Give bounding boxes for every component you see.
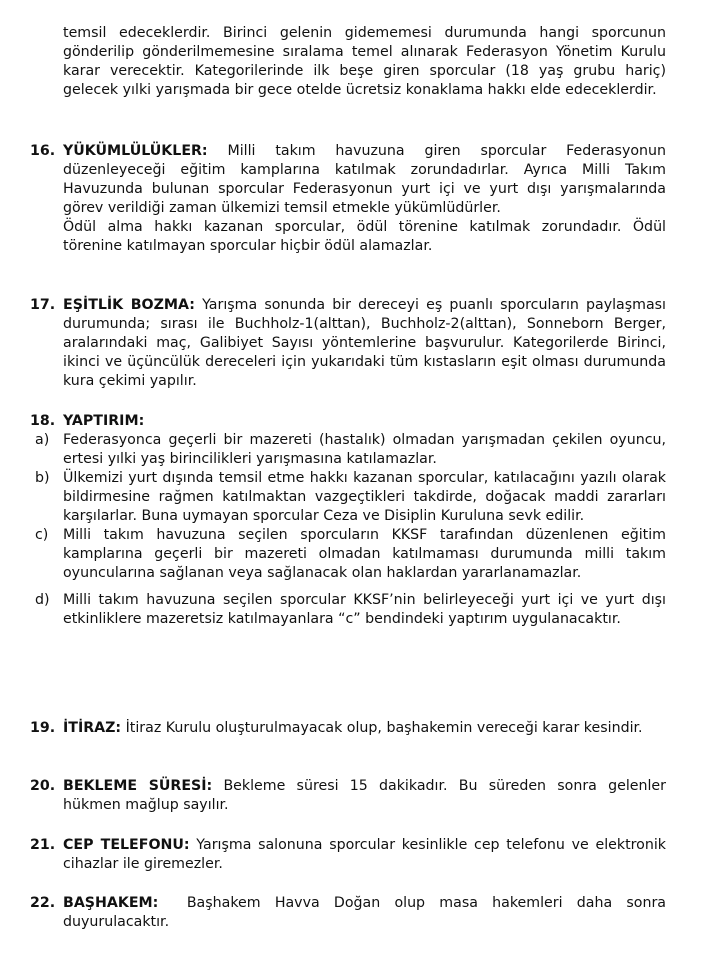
list-item-letter: b) xyxy=(35,470,50,486)
list-item-letter: c) xyxy=(35,527,49,543)
section-text-continued: Ödül alma hakkı kazanan sporcular, ödül törenine katılmak zorundadır. Ödül törenine katılmayan sporcular hiçbir ödül alamazlar. xyxy=(63,219,666,254)
section-18 xyxy=(30,412,666,629)
list-item-letter: d) xyxy=(35,592,50,608)
section-number: 20. xyxy=(30,778,56,794)
section-text: Başhakem Havva Doğan olup masa hakemleri daha sonra duyurulacaktır. xyxy=(63,895,671,930)
list-item-text: Federasyonca geçerli bir mazereti (hastalık) olmadan yarışmadan çekilen oyuncu, ertesi yılki yaş birincilikleri yarışmasına katılamazlar. xyxy=(63,432,666,467)
list-item xyxy=(30,431,666,469)
list-item xyxy=(30,591,666,629)
section-heading: BEKLEME SÜRESİ: xyxy=(63,778,213,794)
list-item-text: Milli takım havuzuna seçilen sporcuların KKSF tarafından düzenlenen eğitim kamplarına geçerli bir mazereti olmadan katılmaması durumunda milli takım oyuncularına sağlanan veya sağlanacak olan haklardan yararlanamazlar. xyxy=(63,527,666,581)
section-number: 17. xyxy=(30,297,56,313)
section-heading: CEP TELEFONU: xyxy=(63,837,190,853)
section-heading: YAPTIRIM: xyxy=(63,413,145,429)
section-number: 16. xyxy=(30,143,56,159)
section-22 xyxy=(30,894,671,932)
section-heading: BAŞHAKEM: xyxy=(63,895,159,911)
section-17 xyxy=(30,296,666,391)
section-heading: İTİRAZ: xyxy=(63,720,122,736)
section-number: 18. xyxy=(30,413,56,429)
section-number: 21. xyxy=(30,837,56,853)
section-number: 22. xyxy=(30,895,56,911)
intro-paragraph: temsil edeceklerdir. Birinci gelenin gidememesi durumunda hangi sporcunun gönderilip gönderilmemesine sıralama temel alınarak Federasyon Yönetim Kurulu karar verecektir. Kategorilerinde ilk beşe giren sporcular (18 yaş grubu hariç) gelecek yılki yarışmada bir gece otelde ücretsiz konaklama hakkı elde edeceklerdir. xyxy=(63,25,666,98)
section-text: Yarışma salonuna sporcular kesinlikle cep telefonu ve elektronik cihazlar ile giremezler. xyxy=(63,837,666,872)
section-21 xyxy=(30,836,666,874)
list-item-letter: a) xyxy=(35,432,50,448)
section-20 xyxy=(30,777,666,815)
list-item xyxy=(30,526,666,583)
section-19 xyxy=(30,719,666,738)
section-heading: YÜKÜMLÜLÜKLER: xyxy=(63,143,208,159)
section-16 xyxy=(30,142,666,256)
section-text: Milli takım havuzuna giren sporcular Federasyonun düzenleyeceği eğitim kamplarına katılmak zorundadırlar. Ayrıca Milli Takım Havuzunda bulunan sporcular Federasyonun yurt içi ve yurt dışı yarışmalarında görev verildiği zaman ülkemizi temsil etmekle yükümlüdürler. xyxy=(63,143,666,216)
section-text: Bekleme süresi 15 dakikadır. Bu süreden sonra gelenler hükmen mağlup sayılır. xyxy=(63,778,666,813)
list-item xyxy=(30,469,666,526)
list-item-text: Milli takım havuzuna seçilen sporcular KKSF’nin belirleyeceği yurt içi ve yurt dışı etkinliklere mazeretsiz katılmayanlara “c” bendindeki yaptırım uygulanacaktır. xyxy=(63,592,666,627)
section-number: 19. xyxy=(30,720,56,736)
section-text: Yarışma sonunda bir dereceyi eş puanlı sporcuların paylaşması durumunda; sırası ile Buchholz-1(alttan), Buchholz-2(alttan), Sonneborn Berger, aralarındaki maç, Galibiyet Sayısı yöntemlerine başvurulur. Kategorilerde Birinci, ikinci ve üçüncülük dereceleri için yukarıdaki tüm kıstasların eşit olması durumunda kura çekimi yapılır. xyxy=(63,297,666,389)
list-item-text: Ülkemizi yurt dışında temsil etme hakkı kazanan sporcular, katılacağını yazılı olarak bildirmesine rağmen katılmaktan vazgeçtikleri takdirde, doğacak maddi zararları karşılarlar. Buna uymayan sporcular Ceza ve Disiplin Kuruluna sevk edilir. xyxy=(63,470,666,524)
section-heading: EŞİTLİK BOZMA: xyxy=(63,297,195,313)
section-text: İtiraz Kurulu oluşturulmayacak olup, başhakemin vereceği karar kesindir. xyxy=(121,720,643,736)
